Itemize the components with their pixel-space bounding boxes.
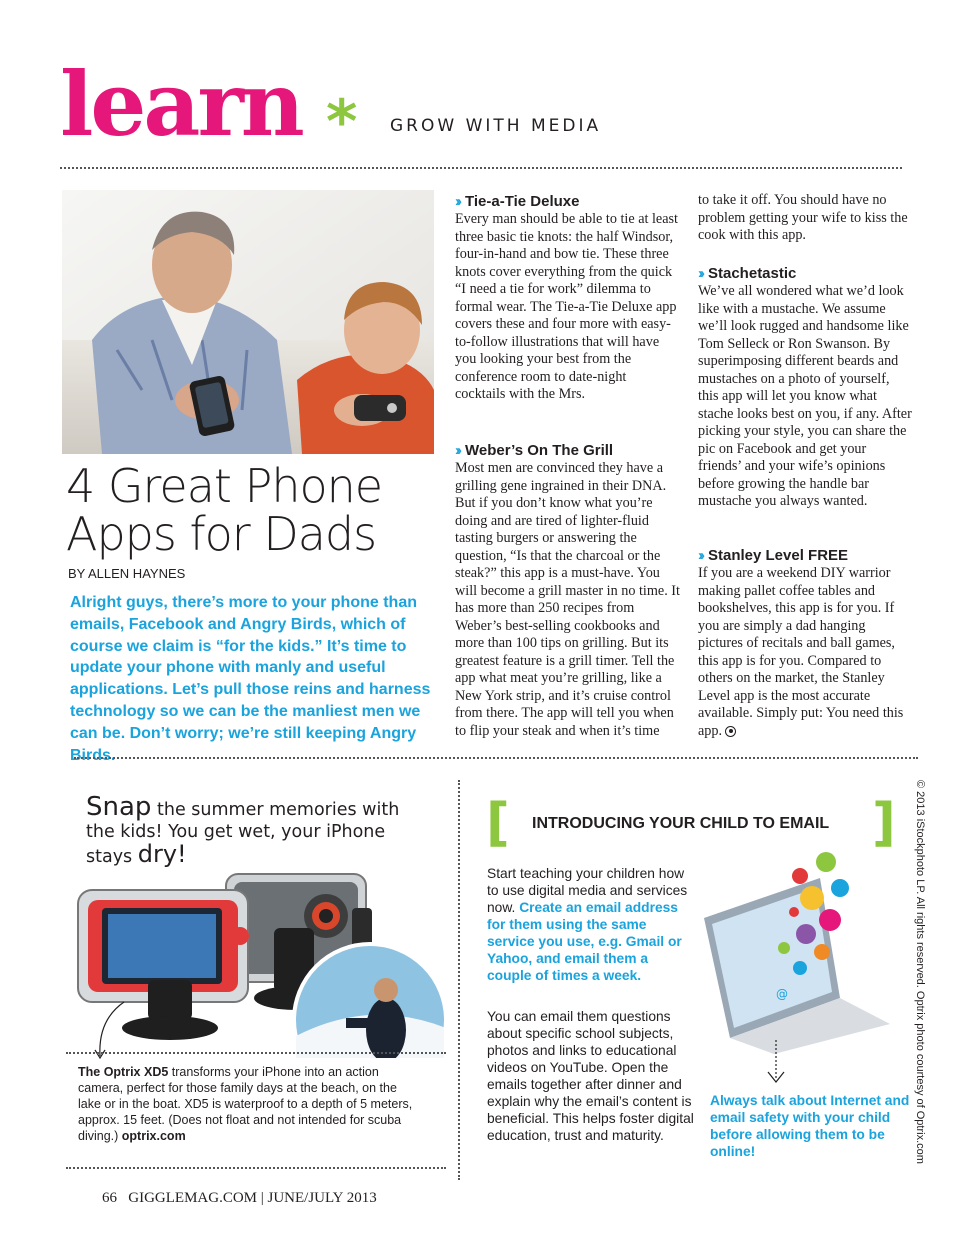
end-mark-icon: [725, 726, 736, 737]
app-tie-a-tie: [455, 193, 680, 404]
app-title: Weber’s On The Grill: [465, 442, 614, 459]
headline-line-2: Apps for Dads: [66, 507, 377, 561]
app-title: Stanley Level FREE: [708, 547, 849, 564]
app-stachetastic: [698, 265, 912, 511]
app-body-text: If you are a weekend DIY warrior making pallet coffee tables and bookshelves, this app is for you. If you are simply a dad hanging pictures of recitals and ball games, this app is for you. Compared to others on the market, the Stanley Level app is the most accurate available. Simply put: You need this app.: [698, 565, 904, 739]
section-tagline: GROW WITH MEDIA: [390, 116, 602, 136]
left-bracket-icon: [: [486, 793, 510, 853]
caption-divider-bottom: [66, 1167, 446, 1169]
dad-and-son-photo: [62, 190, 434, 454]
chevron-right-icon: ››: [698, 547, 702, 564]
app-body: [698, 565, 912, 740]
app-weber: [455, 442, 683, 740]
sidebar-p1-highlight: Create an email address for them using the same service you use, e.g. Gmail or Yahoo, and email them a couple of times a week.: [487, 900, 682, 983]
chevron-right-icon: ››: [455, 193, 459, 210]
app-title: Tie-a-Tie Deluxe: [465, 193, 580, 210]
photo-credit: © 2013 iStockphoto LP. All rights reserved. Optrix photo courtesy of Optrix.com: [914, 780, 926, 1164]
byline: BY ALLEN HAYNES: [68, 566, 186, 581]
page-number: 66: [102, 1190, 117, 1206]
svg-text:@: @: [776, 987, 788, 1001]
sidebar-safety-tip: Always talk about Internet and email safety with your child before allowing them to be online!: [710, 1093, 910, 1159]
sidebar-p1-text: Start teaching your children how to use digital media and services now.: [487, 866, 688, 915]
caption-product-name: The Optrix XD5: [78, 1065, 169, 1079]
app-heading: [455, 442, 683, 460]
sidebar-title: INTRODUCING YOUR CHILD TO EMAIL: [532, 815, 830, 832]
caption-text: transforms your iPhone into an action camera, perfect for those family days at the beach, on the lake or in the boat. XD5 is waterproof to a depth of 5 meters, approx. 15 feet. (Does not float and not intended for scuba diving.): [78, 1065, 413, 1143]
app-heading: [455, 193, 680, 211]
publication-name: GIGGLEMAG.COM: [128, 1190, 257, 1206]
product-caption: [78, 1064, 418, 1144]
chevron-right-icon: ››: [455, 442, 459, 459]
sidebar-paragraph-1: [487, 865, 692, 984]
asterisk-icon: *: [326, 87, 358, 157]
laptop-email-illustration: [690, 848, 904, 1054]
snap-word: Snap: [86, 792, 152, 822]
app-heading: [698, 265, 912, 283]
snap-text: the summer memories with the kids! You get wet, your iPhone stays: [86, 800, 400, 867]
dry-word: dry!: [137, 840, 187, 868]
sidebar-paragraph-2: You can email them questions about specific school subjects, photos and links to educational videos on YouTube. Open the emails together after dinner and explain why the email’s content is beneficial. This helps foster digital education, trust and maturity.: [487, 1009, 694, 1143]
issue-date: JUNE/JULY 2013: [267, 1190, 377, 1206]
app-body: We’ve all wondered what we’d look like with a mustache. We assume we’ll look rugged and handsome like Tom Selleck or Ron Swanson. By superimposing different beards and mustaches on a photo of yourself, this app will let you know what stache looks best on you, if any. After picking your style, you can share the pic on Facebook and get your friends’ and your wife’s opinions before growing the handle bar mustache you always wanted.: [698, 283, 912, 509]
caption-divider-top: [66, 1052, 446, 1054]
article-intro: Alright guys, there’s more to your phone than emails, Facebook and Angry Birds, which of course we claim is “for the kids.” It’s time to update your phone with manly and useful applications. Let’s pull those reins and harness technology so we can be the manliest men we can be. Don’t worry; we’re still keeping Angry Birds.: [70, 594, 431, 764]
app-stanley-level: [698, 547, 912, 740]
page-footer: [102, 1190, 377, 1207]
app-heading: [698, 547, 912, 565]
app-body: Every man should be able to tie at least three basic tie knots: the half Windsor, four-in-hand and bow tie. These three knots cover everything from the quick “I need a tie for work” dilemma to formal wear. The Tie-a-Tie Deluxe app covers these and four more with easy-to-follow illustrations that will have you looking your best from the conference room to date-night cocktails with the Mrs.: [455, 211, 678, 402]
optrix-link[interactable]: optrix.com: [121, 1129, 186, 1143]
vertical-divider: [458, 780, 460, 1180]
app-title: Stachetastic: [708, 265, 797, 282]
app-weber-continued: to take it off. You should have no problem getting your wife to kiss the cook with this app.: [698, 192, 908, 243]
headline-line-1: 4 Great Phone: [66, 459, 383, 513]
app-body: Most men are convinced they have a grilling gene ingrained in their DNA. But if you don’t know what you’re doing and are tired of lighter-fluid tasting burgers or answering the question, “Is that the charcoal or the steak?” this app is a must-have. You will become a grill master in no time. It has more than 250 recipes from Weber’s best-selling cookbooks and more than 100 tips on grilling. But its greatest feature is a grill timer. Tell the app what meat you’re grilling, like a New York strip, and it’s cruise control from there. The app will tell you when to flip your steak and when it’s time: [455, 460, 680, 739]
chevron-right-icon: ››: [698, 265, 702, 282]
section-title: learn: [60, 52, 302, 156]
article-headline: [66, 459, 436, 561]
right-bracket-icon: ]: [872, 793, 896, 853]
promo-headline: [86, 792, 426, 868]
down-arrow-icon: [764, 1040, 788, 1086]
article-divider: [74, 757, 918, 759]
footer-separator: |: [260, 1190, 264, 1206]
header-divider: [60, 167, 902, 169]
